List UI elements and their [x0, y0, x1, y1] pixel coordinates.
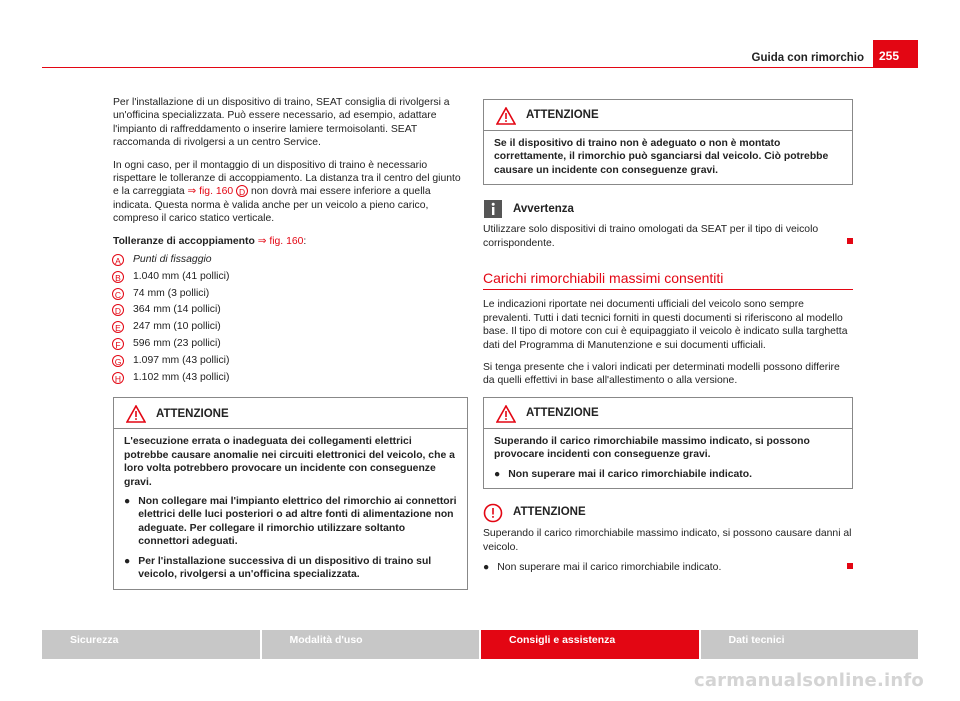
caution-text: Superando il carico rimorchiabile massimo indicato, si possono causare danni al veicolo.: [483, 528, 852, 553]
tolerances-heading: [113, 235, 468, 248]
tolerance-paragraph: [113, 159, 468, 226]
tolerance-paragraph-text-a: In ogni caso, per il montaggio di un dispositivo di traino è necessario rispettare le tolleranze di accoppiamento. La distanza tra il centro del giunto e la carreggiata: [113, 159, 461, 198]
warning-triangle-icon: [126, 405, 146, 423]
warning-body: [114, 429, 467, 588]
tab-dati-tecnici[interactable]: Dati tecnici: [701, 630, 919, 659]
warning-title: ATTENZIONE: [526, 407, 599, 420]
tolerance-key: A: [112, 254, 124, 266]
warning-header: [484, 100, 852, 131]
trailer-load-paragraph-1: Le indicazioni riportate nei documenti ufficiali del veicolo sono sempre prevalenti. Tutti i dati tecnici forniti in questi documenti si riferiscono al modello base. Il tipo di motore con cui è equipaggiato il veicolo è indicato sulla targhetta dati del Programma di Manutenzione e sui documenti ufficiali.: [483, 299, 848, 351]
tolerance-key: C: [112, 288, 124, 300]
tolerance-item: [113, 354, 468, 371]
caution-header: [483, 503, 853, 523]
tolerance-item: [113, 371, 468, 388]
tolerances-figure-link[interactable]: ⇒ fig. 160: [257, 235, 304, 247]
tolerance-value: 364 mm (14 pollici): [133, 304, 221, 316]
tolerance-value: 74 mm (3 pollici): [133, 287, 210, 299]
tab-consigli-assistenza[interactable]: Consigli e assistenza: [481, 630, 699, 659]
page-header-title: Guida con rimorchio: [751, 52, 864, 64]
page-number: 255: [873, 40, 918, 68]
warning-box-towbar: [483, 99, 853, 185]
warning-box-load: [483, 397, 853, 489]
tolerance-item: [113, 337, 468, 354]
warning-title: ATTENZIONE: [156, 407, 229, 420]
tab-modalita-uso[interactable]: Modalità d'uso: [262, 630, 480, 659]
warning-text: Superando il carico rimorchiabile massimo indicato, si possono provocare incidenti con conseguenze gravi.: [494, 435, 810, 461]
warning-body: [484, 429, 852, 488]
tolerance-value: Punti di fissaggio: [133, 254, 212, 266]
tolerance-paragraph-text-b: non dovrà mai essere inferiore a quella indicata. Questa norma è valida anche per un veicolo a pieno carico, compreso il carico statico verticale.: [113, 186, 431, 225]
header-divider: [42, 67, 918, 68]
warning-box-electrical: [113, 397, 468, 589]
intro-paragraph: Per l'installazione di un dispositivo di traino, SEAT consiglia di rivolgersi a un'officina specializzata. Può essere necessario, ad esempio, adattare l'impianto di raffreddamento o inserire lamiere termoisolanti. SEAT raccomanda di rivolgersi a un centro Service.: [113, 97, 450, 149]
warning-header: [114, 398, 467, 429]
warning-bullet: [124, 555, 457, 582]
left-column: [113, 96, 468, 604]
tolerance-key: G: [112, 355, 124, 367]
warning-bullet-text: Non superare mai il carico rimorchiabile indicato.: [508, 468, 752, 480]
marker-d-badge: D: [236, 185, 248, 197]
tolerance-value: 596 mm (23 pollici): [133, 338, 221, 350]
caution-bullet: [483, 561, 853, 574]
warning-triangle-icon: [496, 405, 516, 423]
tolerance-item: [113, 270, 468, 287]
caution-circle-icon: [483, 503, 503, 523]
section-end-marker: [847, 238, 853, 244]
tolerance-value: 247 mm (10 pollici): [133, 321, 221, 333]
right-column: [483, 99, 853, 574]
tab-sicurezza[interactable]: Sicurezza: [42, 630, 260, 659]
tolerance-item: [113, 253, 468, 270]
note-text-content: Utilizzare solo dispositivi di traino omologati da SEAT per il tipo di veicolo corrispondente.: [483, 224, 819, 249]
tolerance-key: F: [112, 338, 124, 350]
caution-bullet-text: Non superare mai il carico rimorchiabile indicato.: [497, 561, 722, 573]
note-header: [483, 199, 853, 219]
tolerance-item: [113, 303, 468, 320]
note-text: [483, 223, 853, 250]
bullet-dot: ●: [124, 496, 131, 508]
tolerance-item: [113, 320, 468, 337]
section-end-marker: [847, 563, 853, 569]
warning-header: [484, 398, 852, 429]
tolerance-key: B: [112, 271, 124, 283]
warning-bullet: [494, 468, 842, 481]
watermark: carmanualsonline.info: [693, 670, 924, 691]
tolerance-value: 1.097 mm (43 pollici): [133, 354, 230, 366]
tolerance-value: 1.040 mm (41 pollici): [133, 270, 230, 282]
warning-triangle-icon: [496, 107, 516, 125]
tolerance-value: 1.102 mm (43 pollici): [133, 371, 230, 383]
caution-title: ATTENZIONE: [513, 506, 586, 519]
tolerance-list: [113, 253, 468, 387]
warning-body: [484, 131, 852, 184]
bullet-dot: ●: [483, 561, 490, 573]
info-note-icon: [483, 199, 503, 219]
tolerance-key: H: [112, 372, 124, 384]
warning-text: Se il dispositivo di traino non è adeguato o non è montato correttamente, il rimorchio può sganciarsi dal veicolo. Ciò potrebbe causare un incidente con conseguenze gravi.: [494, 138, 829, 176]
tolerance-key: D: [112, 304, 124, 316]
bullet-dot: ●: [124, 555, 131, 567]
bullet-dot: ●: [494, 468, 501, 480]
footer-tabs: [42, 630, 918, 659]
warning-bullet-text: Non collegare mai l'impianto elettrico del rimorchio ai connettori elettrici delle luci posteriori o ad altre fonti di alimentazione non adeguate. Per collegare il rimorchio utilizzare soltanto connettori adeguati.: [138, 496, 457, 548]
tolerance-item: [113, 287, 468, 304]
trailer-load-paragraph-2: Si tenga presente che i valori indicati per determinati modelli possono differire da quelli effettivi in base all'allestimento o alla versione.: [483, 362, 840, 387]
note-title: Avvertenza: [513, 202, 574, 215]
warning-bullet: [124, 495, 457, 549]
warning-title: ATTENZIONE: [526, 109, 599, 122]
tolerances-label: Tolleranze di accoppiamento: [113, 235, 255, 247]
tolerance-key: E: [112, 321, 124, 333]
warning-bullet-text: Per l'installazione successiva di un dispositivo di traino sul veicolo, rivolgersi a un'officina specializzata.: [138, 555, 432, 581]
warning-text: L'esecuzione errata o inadeguata dei collegamenti elettrici potrebbe causare anomalie nei circuiti elettronici del veicolo, che a loro volta potrebbero provocare un incidente con conseguenze gravi.: [124, 436, 455, 488]
section-title: Carichi rimorchiabili massimi consentiti: [483, 272, 853, 290]
tolerances-colon: :: [303, 235, 307, 247]
figure-link[interactable]: ⇒ fig. 160: [187, 186, 234, 198]
